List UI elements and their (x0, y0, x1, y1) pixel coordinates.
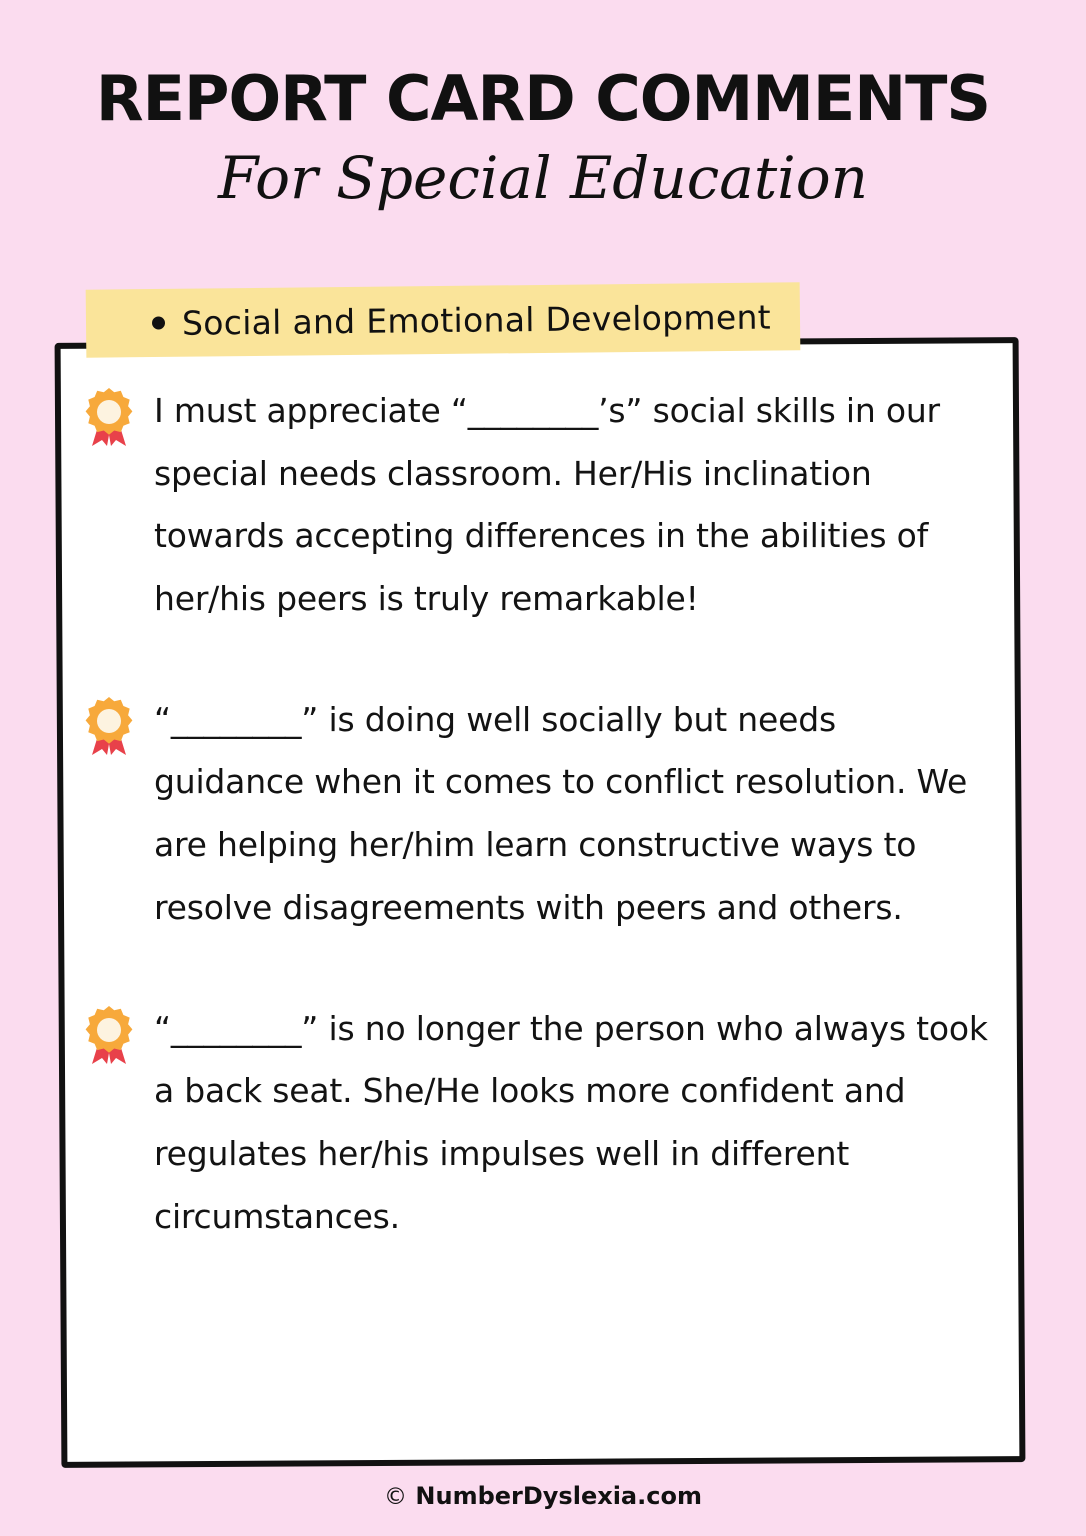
page-subtitle: For Special Education (218, 144, 868, 213)
comment-list (58, 380, 1022, 1306)
list-item (58, 998, 1022, 1249)
rosette-icon (82, 695, 136, 757)
list-item (58, 380, 1022, 631)
comment-text: “________” is no longer the person who always took a back seat. She/He looks more confident and regulates her/his impulses well in different circumstances. (154, 1008, 988, 1236)
section-banner (86, 282, 801, 357)
page-title: REPORT CARD COMMENTS (95, 62, 991, 135)
section-banner-label: Social and Emotional Development (181, 297, 772, 343)
list-item (58, 689, 1022, 940)
footer-site: NumberDyslexia.com (415, 1482, 702, 1510)
comment-text: “________” is doing well socially but needs guidance when it comes to conflict resolution. We are helping her/him learn constructive ways to resolve disagreements with peers and others. (154, 699, 968, 927)
footer (0, 1482, 1086, 1510)
rosette-icon (82, 1004, 136, 1066)
comment-text: I must appreciate “________’s” social skills in our special needs classroom. Her/His inclination towards accepting differences in the abilities of her/his peers is truly remarkable! (154, 391, 940, 619)
rosette-icon (82, 386, 136, 448)
copyright-icon: © (384, 1484, 408, 1510)
bullet-icon (152, 316, 165, 329)
